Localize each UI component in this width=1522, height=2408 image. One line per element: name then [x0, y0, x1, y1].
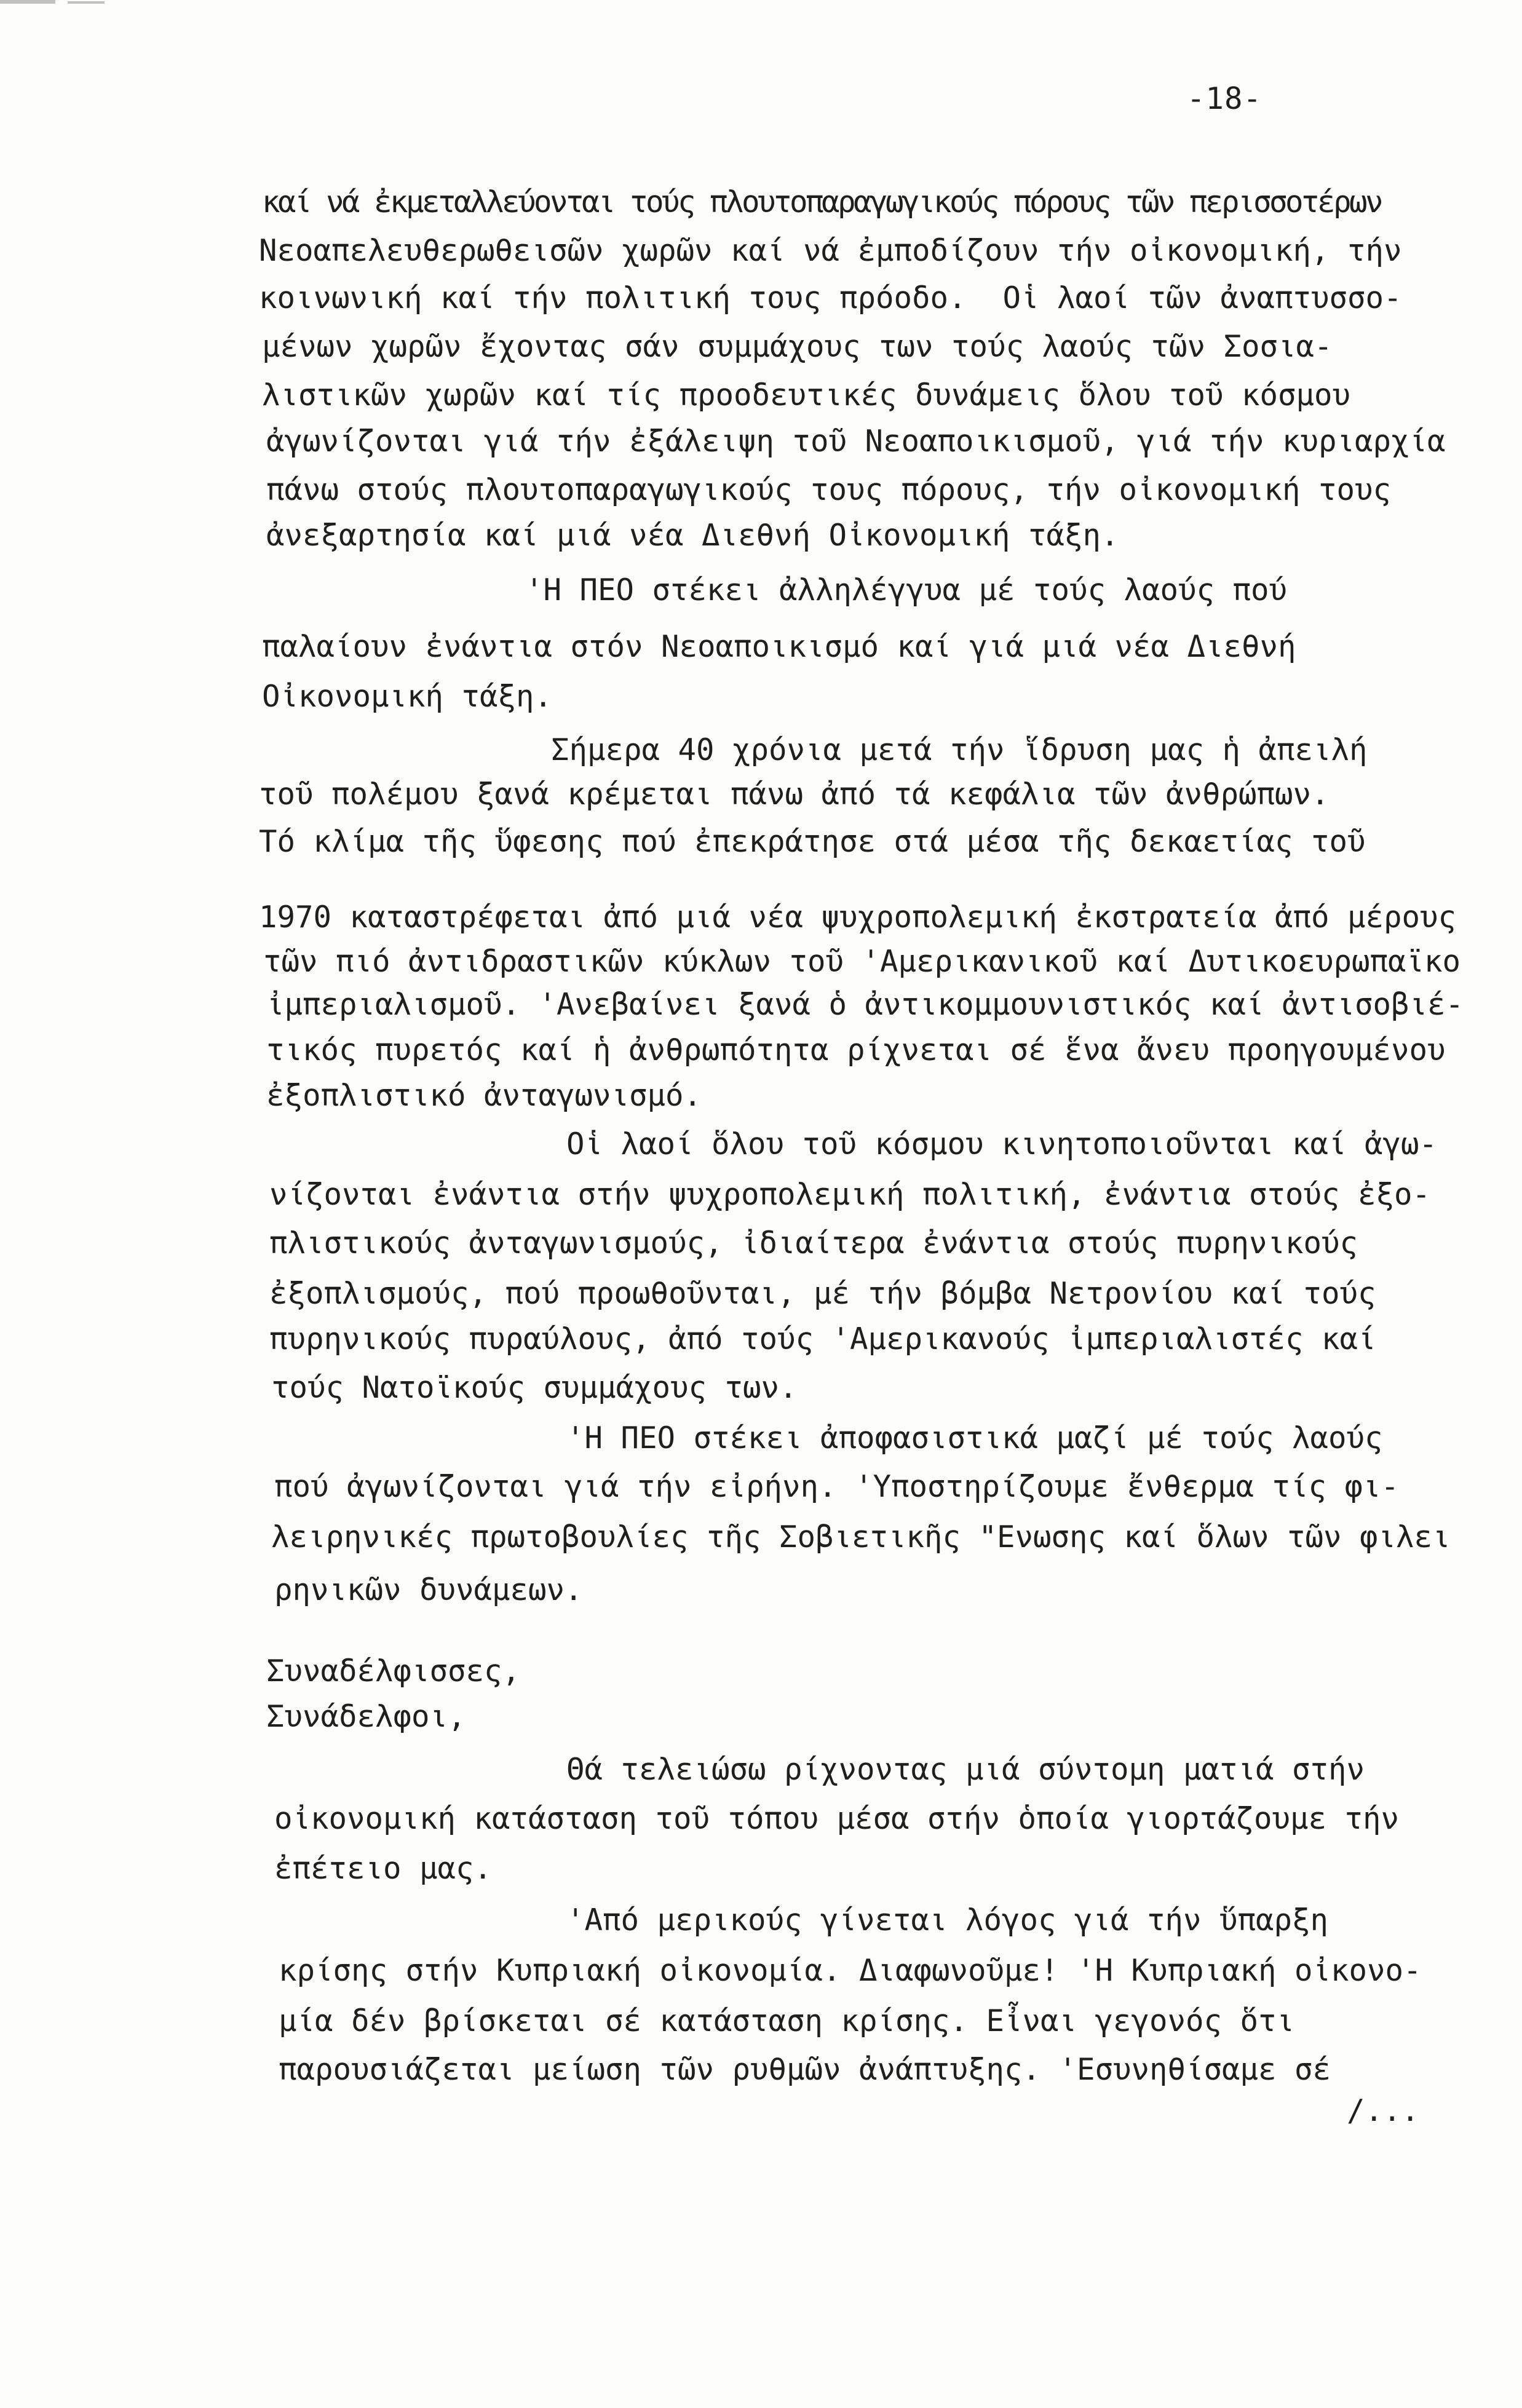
- text-line: τῶν πιό ἀντιδραστικῶν κύκλων τοῦ 'Αμερικανικοῦ καί Δυτικοευρωπαϊκο: [263, 944, 1461, 979]
- text-line: 'Η ΠΕΟ στέκει ἀποφασιστικά μαζί μέ τούς λαούς: [566, 1420, 1383, 1455]
- scan-artifact: [0, 0, 55, 4]
- text-line: λειρηνικές πρωτοβουλίες τῆς Σοβιετικῆς "Ενωσης καί ὅλων τῶν φιλει: [271, 1519, 1451, 1555]
- text-line: 'Η ΠΕΟ στέκει ἀλληλέγγυα μέ τούς λαούς πού: [525, 572, 1288, 608]
- salutation-line: Συνάδελφοι,: [266, 1699, 466, 1734]
- page-number: -18-: [1187, 81, 1262, 116]
- text-line: ἐξοπλιστικό ἀνταγωνισμό.: [266, 1078, 702, 1113]
- text-line: πυρηνικούς πυραύλους, ἀπό τούς 'Αμερικανούς ἰμπεριαλιστές καί: [269, 1321, 1376, 1356]
- text-line: τούς Νατοϊκούς συμμάχους των.: [271, 1370, 798, 1405]
- text-line: κρίσης στήν Κυπριακή οἰκονομία. Διαφωνοῦμε! 'Η Κυπριακή οἰκονο-: [279, 1953, 1422, 1988]
- text-line: τικός πυρετός καί ἡ ἀνθρωπότητα ρίχνεται σέ ἕνα ἄνευ προηγουμένου: [266, 1032, 1446, 1067]
- text-line: Νεοαπελευθερωθεισῶν χωρῶν καί νά ἐμποδίζουν τήν οἰκονομική, τήν: [259, 233, 1402, 268]
- text-line: ρηνικῶν δυνάμεων.: [274, 1572, 583, 1607]
- text-line: Οἱ λαοί ὅλου τοῦ κόσμου κινητοποιοῦνται καί ἀγω-: [566, 1127, 1438, 1162]
- text-line: ἀνεξαρτησία καί μιά νέα Διεθνή Οἰκονομική τάξη.: [266, 518, 1119, 553]
- text-line: παρουσιάζεται μείωση τῶν ρυθμῶν ἀνάπτυξης. 'Εσυνηθίσαμε σέ: [279, 2052, 1331, 2087]
- text-line: Θά τελειώσω ρίχνοντας μιά σύντομη ματιά στήν: [566, 1752, 1365, 1787]
- text-line: ἐπέτειο μας.: [274, 1851, 493, 1886]
- scan-artifact: [68, 1, 105, 4]
- text-line: μένων χωρῶν ἔχοντας σάν συμμάχους των τούς λαούς τῶν Σοσια-: [262, 329, 1333, 364]
- text-line: ἐξοπλισμούς, πού προωθοῦνται, μέ τήν βόμβα Νετρονίου καί τούς: [269, 1276, 1376, 1311]
- text-line: παλαίουν ἐνάντια στόν Νεοαποικισμό καί γιά μιά νέα Διεθνή: [262, 629, 1296, 664]
- text-line: κοινωνική καί τήν πολιτική τους πρόοδο. Οἱ λαοί τῶν ἀναπτυσσο-: [259, 280, 1402, 315]
- text-line: λιστικῶν χωρῶν καί τίς προοδευτικές δυνάμεις ὅλου τοῦ κόσμου: [262, 378, 1351, 413]
- text-line: πλιστικούς ἀνταγωνισμούς, ἰδιαίτερα ἐνάντια στούς πυρηνικούς: [269, 1226, 1358, 1261]
- text-line: 1970 καταστρέφεται ἀπό μιά νέα ψυχροπολεμική ἐκστρατεία ἀπό μέρους: [259, 900, 1457, 935]
- text-line: νίζονται ἐνάντια στήν ψυχροπολεμική πολιτική, ἐνάντια στούς ἐξο-: [269, 1177, 1431, 1212]
- text-line: τοῦ πολέμου ξανά κρέμεται πάνω ἀπό τά κεφάλια τῶν ἀνθρώπων.: [259, 777, 1330, 812]
- continuation-mark: /...: [1347, 2093, 1420, 2128]
- salutation-line: Συναδέλφισσες,: [266, 1654, 521, 1689]
- text-line: 'Από μερικούς γίνεται λόγος γιά τήν ὕπαρξη: [566, 1903, 1329, 1938]
- text-line: πού ἀγωνίζονται γιά τήν εἰρήνη. 'Υποστηρίζουμε ἔνθερμα τίς φι-: [274, 1469, 1400, 1504]
- text-line: ἀγωνίζονται γιά τήν ἐξάλειψη τοῦ Νεοαποικισμοῦ, γιά τήν κυριαρχία: [266, 424, 1446, 459]
- text-line: οἰκονομική κατάσταση τοῦ τόπου μέσα στήν ὁποία γιορτάζουμε τήν: [274, 1801, 1400, 1836]
- text-line: Σήμερα 40 χρόνια μετά τήν ἵδρυση μας ἡ ἀπειλή: [551, 732, 1368, 767]
- text-line: ἰμπεριαλισμοῦ. 'Ανεβαίνει ξανά ὁ ἀντικομμουνιστικός καί ἀντισοβιέ-: [266, 987, 1464, 1022]
- text-line: Οἰκονομική τάξη.: [262, 679, 553, 714]
- text-line: Τό κλίμα τῆς ὕφεσης πού ἐπεκράτησε στά μέσα τῆς δεκαετίας τοῦ: [259, 824, 1366, 859]
- text-line: καί νά ἐκμεταλλεύονται τούς πλουτοπαραγωγικούς πόρους τῶν περισσοτέρων: [262, 184, 1382, 220]
- text-line: μία δέν βρίσκεται σέ κατάσταση κρίσης. Εἶναι γεγονός ὅτι: [279, 2003, 1295, 2038]
- text-line: πάνω στούς πλουτοπαραγωγικούς τους πόρους, τήν οἰκονομική τους: [266, 472, 1392, 507]
